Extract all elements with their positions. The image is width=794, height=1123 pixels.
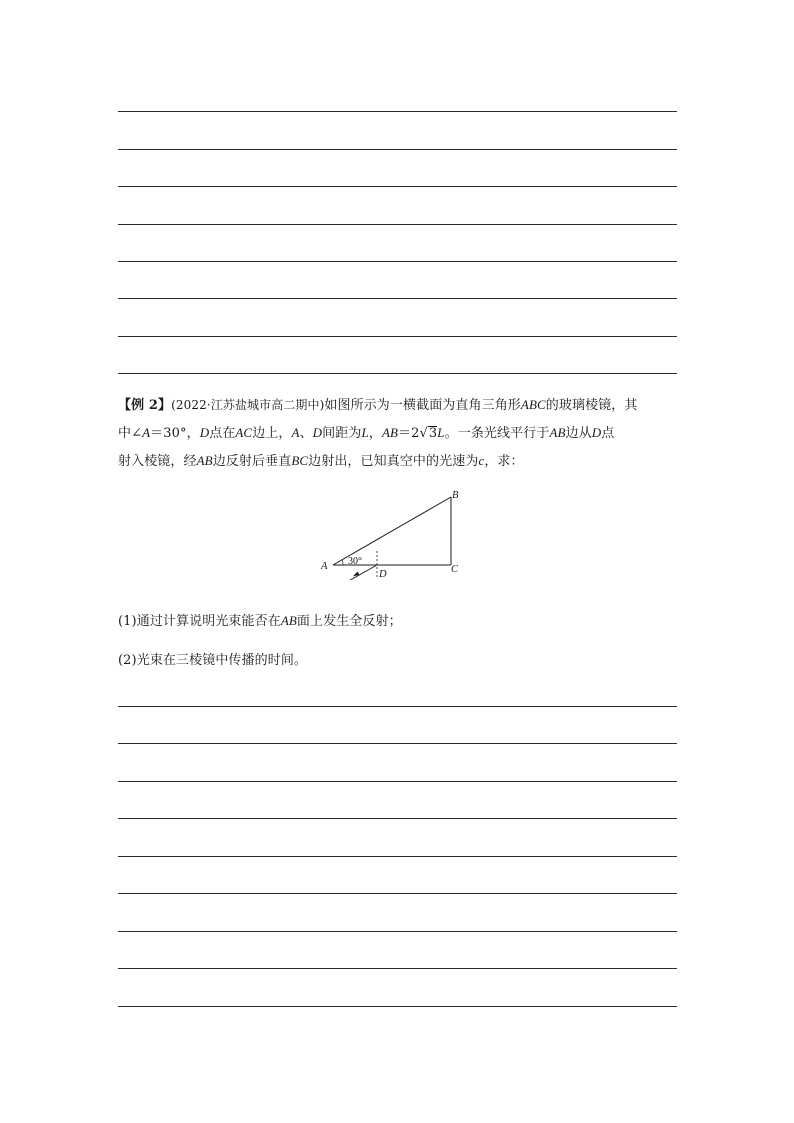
- vertex-label-a: A: [321, 561, 328, 572]
- example-tag: 【例 2】: [118, 398, 172, 413]
- answer-line: [118, 373, 677, 374]
- problem-line-2: 中∠A＝30°，D点在AC边上，A、D间距为L，AB＝2√3L。一条光线平行于AB边从D点: [118, 425, 615, 441]
- problem-line-3: 射入棱镜，经AB边反射后垂直BC边射出，已知真空中的光速为c，求：: [118, 453, 524, 469]
- vertex-label-b: B: [452, 490, 459, 501]
- sqrt-expression: √3: [419, 426, 438, 441]
- question-2: (2)光束在三棱镜中传播的时间。: [118, 653, 308, 668]
- answer-line: [118, 931, 677, 932]
- answer-line: [118, 261, 677, 262]
- prism-edge-ab: [333, 497, 451, 565]
- example-source: (2022·江苏盐城市高二期中): [171, 398, 325, 412]
- answer-line: [118, 743, 677, 744]
- answer-line: [118, 818, 677, 819]
- problem-line-1: 【例 2】(2022·江苏盐城市高二期中)如图所示为一横截面为直角三角形ABC的玻璃棱镜，其: [118, 397, 638, 413]
- prism-diagram: [318, 488, 468, 580]
- vertex-label-c: C: [451, 564, 459, 575]
- answer-line: [118, 186, 677, 187]
- question-1: (1)通过计算说明光束能否在AB面上发生全反射；: [118, 613, 402, 629]
- answer-line: [118, 336, 677, 337]
- answer-line: [118, 298, 677, 299]
- answer-line: [118, 224, 677, 225]
- answer-line: [118, 1006, 677, 1007]
- angle-arc: [342, 560, 343, 566]
- angle-label: 30°: [348, 556, 362, 567]
- answer-line: [118, 893, 677, 894]
- answer-line: [118, 111, 677, 112]
- answer-line: [118, 968, 677, 969]
- answer-line: [118, 856, 677, 857]
- incident-ray: [345, 565, 377, 580]
- answer-line: [118, 149, 677, 150]
- answer-line: [118, 781, 677, 782]
- answer-line: [118, 706, 677, 707]
- point-label-d: D: [379, 569, 387, 580]
